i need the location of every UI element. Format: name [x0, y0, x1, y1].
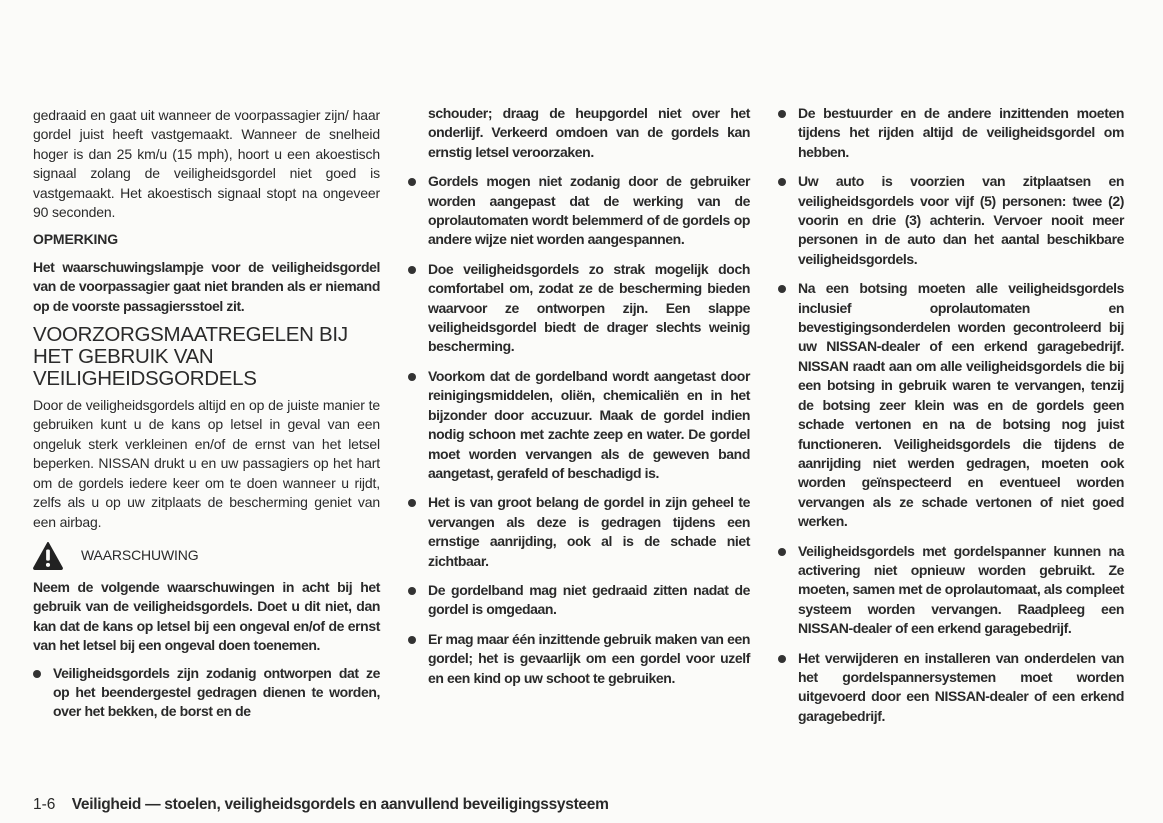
list-item — [778, 172, 1124, 269]
bullet-text: De gordelband mag niet gedraaid zitten nadat de gordel is omgedaan. — [428, 581, 750, 618]
bullet-icon — [408, 178, 416, 186]
bullet-icon — [778, 178, 786, 186]
list-item — [408, 630, 750, 688]
list-item — [778, 542, 1124, 639]
section-heading-line: VOORZORGSMAATREGELEN BIJ — [33, 323, 348, 347]
warning-bullets — [33, 664, 380, 722]
section-heading-line: VEILIGHEIDSGORDELS — [33, 367, 257, 391]
list-item — [778, 649, 1124, 727]
bullet-icon — [408, 587, 416, 595]
bullet-text: Het is van groot belang de gordel in zijn geheel te vervangen als deze is gedragen tijdens een ernstige aanrijding, ook al is de schade niet zichtbaar. — [428, 494, 750, 569]
page-footer — [33, 796, 609, 814]
bullet-icon — [778, 285, 786, 293]
warning-triangle-icon — [33, 542, 63, 570]
footer-title: Veiligheid — stoelen, veiligheidsgordels en aanvullend beveiligingssysteem — [71, 796, 609, 813]
bullet-text: Het verwijderen en installeren van onderdelen van het gordelspannersystemen moet worden uitgevoerd door een NISSAN-dealer of een erkend garagebedrijf. — [798, 649, 1124, 724]
list-item — [408, 260, 750, 357]
warning-label: WAARSCHUWING — [81, 547, 199, 564]
bullet-text: Uw auto is voorzien van zitplaatsen en veiligheidsgordels voor vijf (5) personen: twee (2) voorin en drie (3) achterin. Vervoer nooit meer personen in de auto dan het aantal beschikbare veiligheidsgordels. — [798, 173, 1124, 267]
bullet-text: Veiligheidsgordels zijn zodanig ontworpen dat ze op het beendergestel gedragen dienen te worden, over het bekken, de borst en de — [53, 664, 380, 720]
section-paragraph: Door de veiligheidsgordels altijd en op de juiste manier te gebruiken kunt u de kans op letsel in geval van een ongeluk sterk verkleinen en/of de ernst van het letsel beperken. NISSAN drukt u en uw passagiers op het hart om de gordels iedere keer om te doen wanneer u rijdt, zelfs als u op uw zitplaats de bescherming geniet van een airbag. — [33, 397, 380, 530]
warning-header — [33, 542, 380, 570]
section-heading — [33, 324, 380, 390]
bullet-icon — [33, 670, 41, 678]
continued-text: schouder; draag de heupgordel niet over het onderlijf. Verkeerd omdoen van de gordels kan ernstig letsel veroorzaken. — [428, 105, 750, 160]
list-item — [408, 172, 750, 250]
bullet-icon — [778, 655, 786, 663]
page-number: 1-6 — [33, 796, 56, 813]
bullet-text: Doe veiligheidsgordels zo strak mogelijk doch comfortabel om, zodat ze de bescherming bieden waarvoor ze ontworpen zijn. Een slappe veiligheidsgordel biedt de drager slechts weinig bescherming. — [428, 260, 750, 355]
warning-text: Neem de volgende waarschuwingen in acht bij het gebruik van de veiligheidsgordels. Doet u dit niet, dan kan dat de kans op letsel bij een ongeval en/of de ernst van het letsel bij een ongeval doen toenemen. — [33, 578, 380, 654]
right-column — [778, 104, 1124, 736]
middle-column — [408, 104, 750, 698]
note-heading: OPMERKING — [33, 231, 118, 248]
note-text: Het waarschuwingslampje voor de veiligheidsgordel van de voorpassagier gaat niet branden als er niemand op de voorste passagiersstoel zit. — [33, 258, 380, 314]
bullet-text: Voorkom dat de gordelband wordt aangetast door reinigingsmiddelen, oliën, chemicaliën en in het bijzonder door accuzuur. Maak de gordel indien nodig schoon met zachte zeep en water. De gordel moet worden vervangen als de geweven band aangetast, gerafeld of beschadigd is. — [428, 367, 750, 481]
bullet-icon — [778, 548, 786, 556]
bullet-text: De bestuurder en de andere inzittenden moeten tijdens het rijden altijd de veiligheidsgordel om hebben. — [798, 105, 1124, 160]
left-column — [33, 106, 380, 732]
list-item — [778, 104, 1124, 162]
bullet-icon — [408, 266, 416, 274]
right-bullets — [778, 104, 1124, 726]
bullet-text: Na een botsing moeten alle veiligheidsgordels inclusief oprolautomaten en bevestigingsonderdelen worden gecontroleerd bij uw NISSAN-dealer of een erkend garagebedrijf. NISSAN raadt aan om alle veiligheidsgordels die bij een botsing in gebruik waren te vervangen, tenzij de botsing zeer klein was en de gordels geen schade vertonen en na de botsing nog juist functioneren. Veiligheidsgordels die tijdens de aanrijding niet werden gedragen, moeten ook worden geïnspecteerd en eventueel worden vervangen als ze schade vertonen of niet goed werken. — [798, 280, 1124, 530]
section-heading-line: HET GEBRUIK VAN — [33, 345, 214, 369]
middle-bullets — [408, 172, 750, 688]
bullet-icon — [778, 110, 786, 118]
list-item — [408, 367, 750, 483]
list-item — [408, 581, 750, 620]
bullet-icon — [408, 373, 416, 381]
bullet-icon — [408, 636, 416, 644]
list-item — [778, 279, 1124, 531]
bullet-text: Veiligheidsgordels met gordelspanner kunnen na activering niet opnieuw worden gebruikt. Ze moeten, samen met de oprolautomaat, als compleet systeem worden vervangen. Raadpleeg een NISSAN-dealer of een erkend garagebedrijf. — [798, 542, 1124, 637]
bullet-text: Gordels mogen niet zodanig door de gebruiker worden aangepast dat de werking van de oprolautomaten wordt belemmerd of de gordels op andere wijze niet worden aangespannen. — [428, 173, 750, 248]
intro-paragraph: gedraaid en gaat uit wanneer de voorpassagier zijn/ haar gordel juist heeft vastgemaakt. Wanneer de snelheid hoger is dan 25 km/u (15 mph), hoort u een akoestisch signaal zolang de veiligheidsgordel niet goed is vastgemaakt. Het akoestisch signaal stopt na ongeveer 90 seconden. — [33, 107, 380, 221]
list-item — [408, 493, 750, 571]
bullet-text: Er mag maar één inzittende gebruik maken van een gordel; het is gevaarlijk om een gordel voor uzelf en een kind op uw schoot te gebruiken. — [428, 630, 750, 686]
bullet-icon — [408, 499, 416, 507]
list-item — [33, 664, 380, 722]
